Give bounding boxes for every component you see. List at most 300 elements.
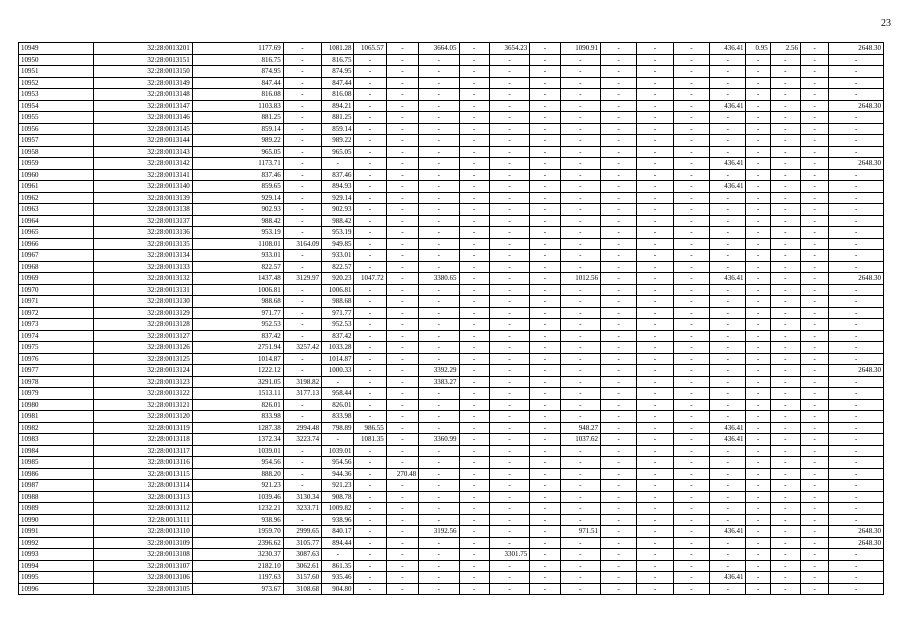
value-cell: - (386, 319, 418, 331)
value-cell: - (419, 549, 459, 561)
value-cell: - (801, 215, 829, 227)
value-cell: - (746, 503, 770, 515)
value-cell: - (560, 204, 600, 216)
value-cell: 436.41 (710, 100, 746, 112)
value-cell: - (459, 284, 489, 296)
value-cell: - (489, 537, 529, 549)
value-cell: - (829, 583, 884, 595)
table-row (19, 238, 884, 250)
value-cell: - (770, 66, 800, 78)
table-row (19, 66, 884, 78)
value-cell: - (419, 181, 459, 193)
value-cell: - (801, 284, 829, 296)
table-row (19, 365, 884, 377)
value-cell: - (489, 215, 529, 227)
value-cell: - (560, 100, 600, 112)
cadastral-number-cell: 32:28:0013144 (93, 135, 192, 147)
value-cell: - (829, 146, 884, 158)
value-cell: 822.57 (322, 261, 354, 273)
value-cell: - (770, 296, 800, 308)
value-cell: - (673, 319, 709, 331)
value-cell: - (530, 572, 560, 584)
value-cell: - (637, 112, 673, 124)
value-cell: - (386, 238, 418, 250)
value-cell: - (459, 181, 489, 193)
value-cell: - (386, 434, 418, 446)
value-cell: - (560, 376, 600, 388)
value-cell: - (637, 284, 673, 296)
value-cell: - (801, 514, 829, 526)
value-cell: 929.14 (322, 192, 354, 204)
cadastral-number-cell: 32:28:0013135 (93, 238, 192, 250)
value-cell: - (770, 181, 800, 193)
value-cell: - (354, 181, 386, 193)
row-number-cell: 10994 (19, 560, 94, 572)
value-cell: - (283, 296, 321, 308)
value-cell: - (560, 457, 600, 469)
value-cell: - (637, 399, 673, 411)
value-cell: 944.36 (322, 468, 354, 480)
value-cell: - (530, 227, 560, 239)
value-cell: - (386, 537, 418, 549)
value-cell: - (489, 388, 529, 400)
value-cell: - (530, 468, 560, 480)
value-cell: - (746, 342, 770, 354)
table-row (19, 77, 884, 89)
value-cell: - (419, 422, 459, 434)
value-cell: - (673, 238, 709, 250)
value-cell: - (560, 158, 600, 170)
row-number-cell: 10970 (19, 284, 94, 296)
value-cell: - (386, 169, 418, 181)
value-cell: - (354, 514, 386, 526)
value-cell: - (801, 572, 829, 584)
value-cell: - (560, 445, 600, 457)
value-cell: - (801, 169, 829, 181)
value-cell: - (770, 376, 800, 388)
value-cell: - (829, 491, 884, 503)
value-cell: - (637, 273, 673, 285)
value-cell: - (530, 388, 560, 400)
value-cell: - (419, 77, 459, 89)
value-cell: - (459, 480, 489, 492)
value-cell: - (829, 284, 884, 296)
value-cell: - (600, 342, 636, 354)
value-cell: 1177.69 (192, 43, 283, 55)
value-cell: - (637, 135, 673, 147)
value-cell: - (710, 549, 746, 561)
value-cell: - (746, 146, 770, 158)
value-cell: - (637, 480, 673, 492)
value-cell: 1014.87 (192, 353, 283, 365)
value-cell: - (770, 411, 800, 423)
row-number-cell: 10955 (19, 112, 94, 124)
value-cell: - (801, 468, 829, 480)
value-cell: - (829, 480, 884, 492)
value-cell: - (489, 250, 529, 262)
value-cell: - (801, 445, 829, 457)
value-cell: - (673, 307, 709, 319)
value-cell: - (600, 296, 636, 308)
value-cell: - (560, 411, 600, 423)
value-cell: - (801, 526, 829, 538)
value-cell: - (530, 192, 560, 204)
value-cell: 859.14 (192, 123, 283, 135)
value-cell: - (801, 307, 829, 319)
value-cell: - (600, 66, 636, 78)
value-cell: 2.56 (770, 43, 800, 55)
value-cell: - (419, 146, 459, 158)
value-cell: 2648.30 (829, 526, 884, 538)
value-cell: - (673, 158, 709, 170)
row-number-cell: 10964 (19, 215, 94, 227)
value-cell: - (283, 77, 321, 89)
value-cell: - (710, 215, 746, 227)
value-cell: 3108.68 (283, 583, 321, 595)
cadastral-number-cell: 32:28:0013130 (93, 296, 192, 308)
cadastral-number-cell: 32:28:0013137 (93, 215, 192, 227)
value-cell: - (801, 100, 829, 112)
value-cell: 965.05 (322, 146, 354, 158)
value-cell: - (459, 422, 489, 434)
value-cell: - (489, 169, 529, 181)
value-cell: 1009.82 (322, 503, 354, 515)
value-cell: - (600, 434, 636, 446)
value-cell: 973.67 (192, 583, 283, 595)
value-cell: - (746, 204, 770, 216)
value-cell: - (600, 583, 636, 595)
value-cell: 3233.71 (283, 503, 321, 515)
value-cell: - (386, 526, 418, 538)
value-cell: - (386, 227, 418, 239)
value-cell: - (746, 250, 770, 262)
value-cell: - (354, 399, 386, 411)
value-cell: - (770, 572, 800, 584)
value-cell: - (710, 135, 746, 147)
value-cell: 2751.94 (192, 342, 283, 354)
value-cell: - (530, 434, 560, 446)
value-cell: - (710, 66, 746, 78)
value-cell: - (637, 537, 673, 549)
value-cell: - (354, 526, 386, 538)
value-cell: - (560, 503, 600, 515)
value-cell: - (530, 583, 560, 595)
value-cell: - (386, 365, 418, 377)
value-cell: - (637, 261, 673, 273)
value-cell: - (560, 181, 600, 193)
value-cell: - (489, 204, 529, 216)
value-cell: - (489, 468, 529, 480)
value-cell: - (489, 526, 529, 538)
value-cell: - (673, 365, 709, 377)
value-cell: - (419, 192, 459, 204)
value-cell: - (530, 112, 560, 124)
value-cell: - (801, 330, 829, 342)
value-cell: - (530, 100, 560, 112)
value-cell: 1037.62 (560, 434, 600, 446)
value-cell: - (710, 560, 746, 572)
value-cell: - (600, 123, 636, 135)
value-cell: - (386, 457, 418, 469)
table-row (19, 296, 884, 308)
value-cell: 1173.71 (192, 158, 283, 170)
value-cell: - (530, 250, 560, 262)
value-cell: 971.77 (192, 307, 283, 319)
value-cell: - (386, 123, 418, 135)
value-cell: - (560, 192, 600, 204)
value-cell: - (530, 66, 560, 78)
value-cell: - (386, 43, 418, 55)
value-cell: - (673, 123, 709, 135)
value-cell: - (637, 560, 673, 572)
value-cell: - (801, 537, 829, 549)
value-cell: - (354, 204, 386, 216)
value-cell: 3301.75 (489, 549, 529, 561)
value-cell: - (354, 342, 386, 354)
value-cell: - (459, 388, 489, 400)
cadastral-number-cell: 32:28:0013201 (93, 43, 192, 55)
value-cell: - (829, 261, 884, 273)
value-cell: - (459, 227, 489, 239)
value-cell: - (530, 342, 560, 354)
value-cell: - (829, 112, 884, 124)
value-cell: - (746, 181, 770, 193)
value-cell: - (530, 365, 560, 377)
value-cell: - (710, 491, 746, 503)
value-cell: - (710, 388, 746, 400)
row-number-cell: 10989 (19, 503, 94, 515)
value-cell: 3164.09 (283, 238, 321, 250)
value-cell: 826.01 (322, 399, 354, 411)
value-cell: - (459, 491, 489, 503)
value-cell: - (746, 560, 770, 572)
value-cell: - (710, 192, 746, 204)
cadastral-number-cell: 32:28:0013138 (93, 204, 192, 216)
value-cell: 816.75 (192, 54, 283, 66)
row-number-cell: 10950 (19, 54, 94, 66)
value-cell: - (801, 192, 829, 204)
value-cell: - (489, 261, 529, 273)
value-cell: - (560, 89, 600, 101)
value-cell: - (459, 146, 489, 158)
value-cell: 933.01 (192, 250, 283, 262)
value-cell: - (637, 169, 673, 181)
row-number-cell: 10956 (19, 123, 94, 135)
value-cell: - (801, 250, 829, 262)
cadastral-number-cell: 32:28:0013110 (93, 526, 192, 538)
value-cell: - (530, 169, 560, 181)
value-cell: 270.48 (386, 468, 418, 480)
value-cell: - (801, 411, 829, 423)
value-cell: - (530, 514, 560, 526)
value-cell: - (386, 296, 418, 308)
value-cell: - (283, 135, 321, 147)
value-cell: - (746, 399, 770, 411)
value-cell: - (637, 503, 673, 515)
value-cell: - (489, 560, 529, 572)
row-number-cell: 10949 (19, 43, 94, 55)
value-cell: - (746, 330, 770, 342)
value-cell: - (419, 158, 459, 170)
value-cell: - (419, 491, 459, 503)
value-cell: - (673, 514, 709, 526)
value-cell: - (386, 181, 418, 193)
value-cell: - (560, 307, 600, 319)
value-cell: 3383.27 (419, 376, 459, 388)
value-cell: - (283, 480, 321, 492)
value-cell: - (530, 77, 560, 89)
value-cell: - (801, 146, 829, 158)
value-cell: - (600, 411, 636, 423)
value-cell: - (801, 66, 829, 78)
value-cell: - (673, 43, 709, 55)
row-number-cell: 10986 (19, 468, 94, 480)
value-cell: - (746, 158, 770, 170)
value-cell: - (770, 54, 800, 66)
value-cell: - (673, 526, 709, 538)
value-cell: 826.01 (192, 399, 283, 411)
value-cell: - (770, 77, 800, 89)
value-cell: - (746, 192, 770, 204)
value-cell: - (710, 296, 746, 308)
row-number-cell: 10995 (19, 572, 94, 584)
value-cell: - (419, 112, 459, 124)
value-cell: - (600, 388, 636, 400)
value-cell: - (770, 353, 800, 365)
value-cell: - (283, 54, 321, 66)
value-cell: - (600, 537, 636, 549)
value-cell: - (530, 123, 560, 135)
value-cell: - (801, 434, 829, 446)
value-cell: - (770, 89, 800, 101)
cadastral-number-cell: 32:28:0013146 (93, 112, 192, 124)
value-cell: - (354, 503, 386, 515)
value-cell: - (386, 261, 418, 273)
value-cell: - (710, 77, 746, 89)
value-cell: - (419, 445, 459, 457)
value-cell: 837.42 (322, 330, 354, 342)
value-cell: - (560, 319, 600, 331)
value-cell: - (746, 583, 770, 595)
value-cell: - (600, 457, 636, 469)
value-cell: - (637, 445, 673, 457)
value-cell: - (459, 342, 489, 354)
value-cell: 3130.34 (283, 491, 321, 503)
value-cell: - (354, 457, 386, 469)
value-cell: - (746, 319, 770, 331)
value-cell: - (283, 158, 321, 170)
value-cell: 840.17 (322, 526, 354, 538)
value-cell: - (770, 250, 800, 262)
value-cell: - (354, 227, 386, 239)
value-cell: - (600, 514, 636, 526)
value-cell: 436.41 (710, 273, 746, 285)
table-row (19, 192, 884, 204)
table-row (19, 227, 884, 239)
value-cell: - (386, 445, 418, 457)
value-cell: - (673, 261, 709, 273)
value-cell: - (489, 583, 529, 595)
value-cell: - (770, 284, 800, 296)
table-row (19, 307, 884, 319)
table-row (19, 480, 884, 492)
value-cell: 904.80 (322, 583, 354, 595)
value-cell: - (354, 192, 386, 204)
value-cell: - (829, 376, 884, 388)
table-row (19, 457, 884, 469)
value-cell: 1437.48 (192, 273, 283, 285)
value-cell: 436.41 (710, 181, 746, 193)
value-cell: - (801, 399, 829, 411)
value-cell: - (283, 181, 321, 193)
value-cell: - (530, 261, 560, 273)
value-cell: 929.14 (192, 192, 283, 204)
value-cell: 1065.57 (354, 43, 386, 55)
row-number-cell: 10953 (19, 89, 94, 101)
row-number-cell: 10984 (19, 445, 94, 457)
value-cell: 1012.56 (560, 273, 600, 285)
value-cell: 1513.11 (192, 388, 283, 400)
value-cell: - (829, 572, 884, 584)
cadastral-number-cell: 32:28:0013105 (93, 583, 192, 595)
value-cell: - (746, 572, 770, 584)
value-cell: - (354, 250, 386, 262)
value-cell: - (710, 480, 746, 492)
page-number: 23 (881, 18, 891, 29)
value-cell: - (829, 250, 884, 262)
value-cell: - (637, 307, 673, 319)
value-cell: - (354, 77, 386, 89)
value-cell: - (770, 491, 800, 503)
value-cell: 1047.72 (354, 273, 386, 285)
value-cell: 948.27 (560, 422, 600, 434)
value-cell: 952.53 (192, 319, 283, 331)
value-cell: - (710, 342, 746, 354)
table-row (19, 434, 884, 446)
value-cell: - (560, 66, 600, 78)
value-cell: - (530, 537, 560, 549)
value-cell: - (600, 112, 636, 124)
value-cell: - (386, 399, 418, 411)
value-cell: 1081.35 (354, 434, 386, 446)
table-row (19, 158, 884, 170)
value-cell: - (710, 457, 746, 469)
value-cell: 894.93 (322, 181, 354, 193)
value-cell: - (283, 43, 321, 55)
value-cell: 3654.23 (489, 43, 529, 55)
cadastral-number-cell: 32:28:0013151 (93, 54, 192, 66)
cadastral-number-cell: 32:28:0013113 (93, 491, 192, 503)
value-cell: 986.55 (354, 422, 386, 434)
value-cell: - (637, 457, 673, 469)
value-cell: - (770, 261, 800, 273)
value-cell: - (459, 54, 489, 66)
value-cell: - (386, 514, 418, 526)
value-cell: - (419, 330, 459, 342)
value-cell: - (386, 158, 418, 170)
value-cell: - (710, 365, 746, 377)
value-cell: - (637, 365, 673, 377)
value-cell: - (770, 112, 800, 124)
value-cell: - (354, 66, 386, 78)
value-cell: - (710, 537, 746, 549)
value-cell: 2999.65 (283, 526, 321, 538)
row-number-cell: 10966 (19, 238, 94, 250)
value-cell: - (354, 215, 386, 227)
value-cell: - (637, 192, 673, 204)
value-cell: - (770, 537, 800, 549)
value-cell: - (459, 445, 489, 457)
